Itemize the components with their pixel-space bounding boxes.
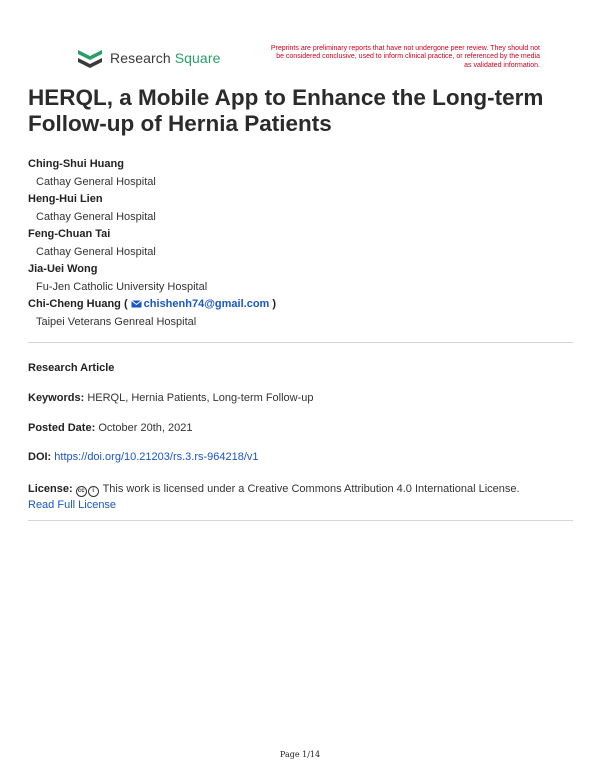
author-list xyxy=(28,156,573,331)
author-name: Ching-Shui Huang xyxy=(28,158,124,170)
divider xyxy=(28,342,573,343)
author-name: Heng-Hui Lien xyxy=(28,193,103,205)
author-email-link[interactable] xyxy=(131,298,270,310)
license-text: This work is licensed under a Creative Commons Attribution 4.0 International License. xyxy=(102,483,520,495)
logo-text-primary: Research xyxy=(110,50,171,66)
author-affiliation: Fu-Jen Catholic University Hospital xyxy=(36,280,208,293)
read-full-license-link[interactable]: Read Full License xyxy=(28,499,117,511)
envelope-icon xyxy=(131,300,142,308)
author-affiliation: Cathay General Hospital xyxy=(36,210,156,223)
author-affiliation: Cathay General Hospital xyxy=(36,175,156,188)
article-type: Research Article xyxy=(28,362,115,374)
cc-by-icon: i xyxy=(88,486,99,497)
keywords-label: Keywords: xyxy=(28,392,85,404)
divider xyxy=(28,520,573,521)
cc-icon: cc xyxy=(76,486,87,497)
author-affiliation: Taipei Veterans Genreal Hospital xyxy=(36,315,197,328)
posted-date-value: October 20th, 2021 xyxy=(98,422,193,434)
author-name: Jia-Uei Wong xyxy=(28,263,98,275)
author-name: Feng-Chuan Tai xyxy=(28,228,111,240)
research-square-logo[interactable] xyxy=(76,46,220,70)
research-square-logo-icon xyxy=(76,46,104,70)
author-email: chishenh74@gmail.com xyxy=(143,298,270,310)
logo-text xyxy=(110,50,220,66)
article-title: HERQL, a Mobile App to Enhance the Long-term Follow-up of Hernia Patients xyxy=(28,85,544,136)
doi-row xyxy=(28,451,573,463)
preprint-notice: Preprints are preliminary reports that have not undergone peer review. They should not be considered conclusive, used to inform clinical practice, or referenced by the media as validated information. xyxy=(270,45,540,69)
posted-date-row xyxy=(28,422,573,434)
keywords-row xyxy=(28,392,573,404)
corresponding-author: Chi-Cheng Huang ( chishenh74@gmail.com ) xyxy=(28,298,277,310)
license-row xyxy=(28,481,573,513)
doi-link[interactable]: https://doi.org/10.21203/rs.3.rs-964218/v1 xyxy=(54,451,259,463)
logo-text-secondary: Square xyxy=(174,50,221,66)
author-name: Chi-Cheng Huang xyxy=(28,298,121,310)
page-number: Page 1/14 xyxy=(279,750,321,759)
doi-label: DOI: xyxy=(28,451,52,463)
posted-date-label: Posted Date: xyxy=(28,422,96,434)
license-label: License: xyxy=(28,483,73,495)
keywords-value: HERQL, Hernia Patients, Long-term Follow-up xyxy=(87,392,314,404)
author-affiliation: Cathay General Hospital xyxy=(36,245,156,258)
